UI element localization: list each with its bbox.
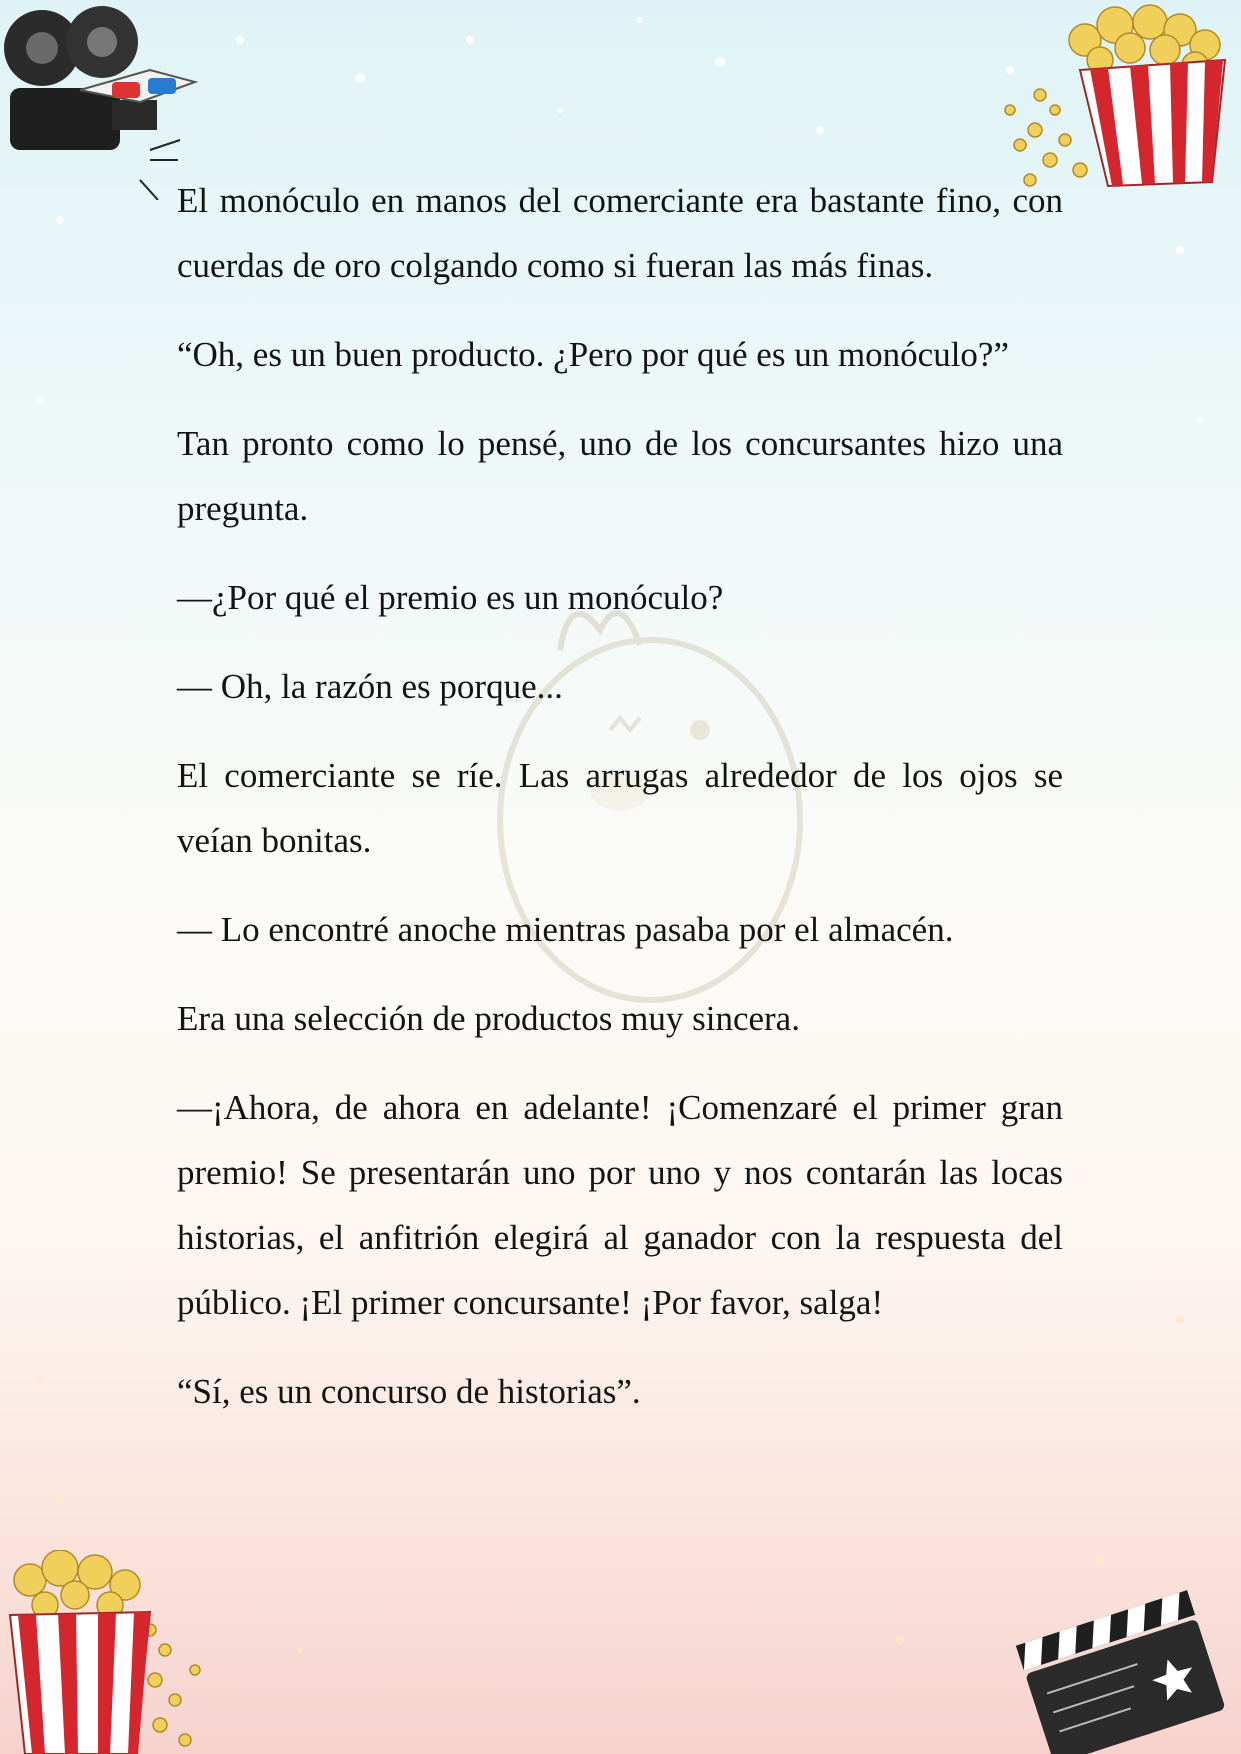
paragraph: —¿Por qué el premio es un monóculo? <box>177 578 724 617</box>
paragraph: El comerciante se ríe. Las arrugas alrededor de los ojos se veían bonitas. <box>177 756 1063 860</box>
paragraph: —¡Ahora, de ahora en adelante! ¡Comenzaré el primer gran premio! Se presentarán uno por uno y nos contarán las locas historias, el anfitrión elegirá al ganador con la respuesta del público. ¡El primer concursante! ¡Por favor, salga! <box>177 1088 1063 1322</box>
paragraph: “Oh, es un buen producto. ¿Pero por qué es un monóculo?” <box>177 335 1010 374</box>
paragraph: “Sí, es un concurso de historias”. <box>177 1372 641 1411</box>
paragraph: Era una selección de productos muy sincera. <box>177 999 800 1038</box>
paragraph: — Oh, la razón es porque... <box>177 667 563 706</box>
clapperboard-icon <box>1010 1575 1241 1754</box>
story-text <box>177 168 1063 1448</box>
paragraph: — Lo encontré anoche mientras pasaba por el almacén. <box>177 910 954 949</box>
movie-camera-icon <box>0 0 205 200</box>
paragraph: Tan pronto como lo pensé, uno de los concursantes hizo una pregunta. <box>177 424 1063 528</box>
popcorn-bucket-icon <box>0 1550 220 1754</box>
paragraph: El monóculo en manos del comerciante era bastante fino, con cuerdas de oro colgando como si fueran las más finas. <box>177 181 1063 285</box>
